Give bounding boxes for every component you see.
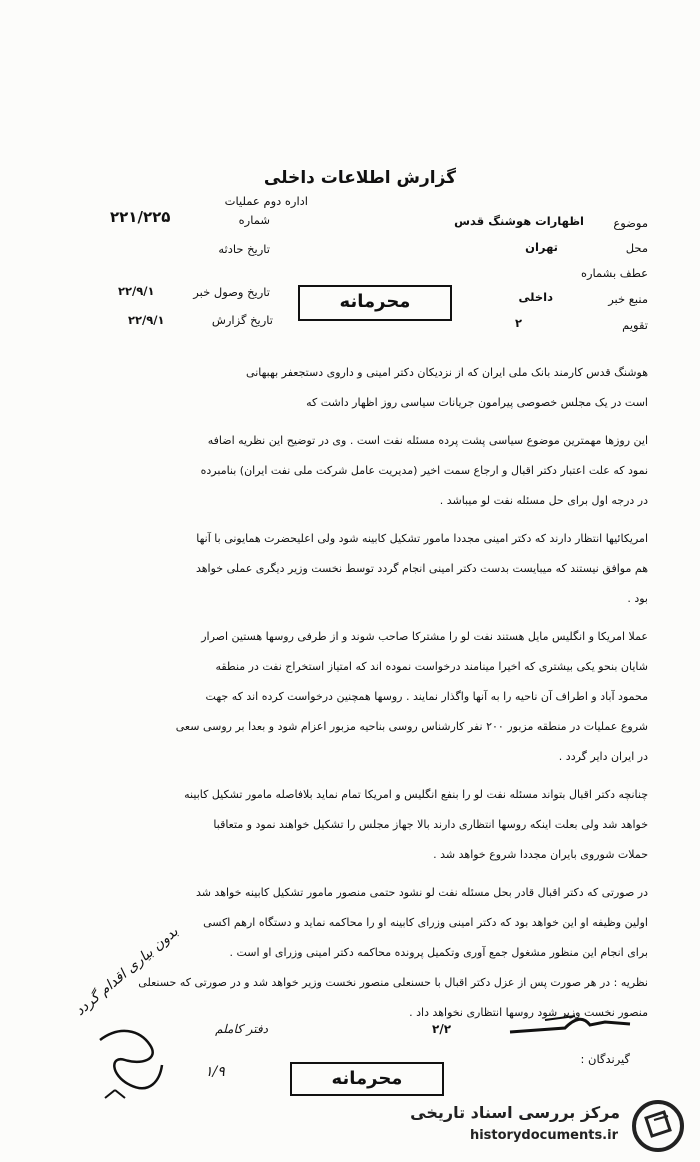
handwritten-signature-right — [505, 1010, 635, 1040]
watermark-url: historydocuments.ir — [469, 1128, 618, 1143]
report-date-value: ۲۲/۹/۱ — [128, 313, 165, 327]
body-line: خواهد شد ولی بعلت اینکه روسها انتظاری دارند بالا جهاز مجلس را تشکیل خواهند نمود و متعاقبا — [213, 818, 648, 831]
body-line: در درجه اول برای حل مسئله نفت لو میباشد . — [439, 494, 648, 507]
body-line: محمود آباد و اطراف آن ناحیه را به آنها واگذار نمایند . روسها همچنین درخواست کرده اند که جهت — [205, 690, 648, 703]
body-line: شایان بنحو یکی بیشتری که اخیرا مینامند درخواست نموده اند که امتیاز استخراج نفت در منطقه — [215, 660, 648, 673]
body-line: نظریه : در هر صورت پس از عزل دکتر اقبال با حسنعلی منصور نخست وزیر خواهد شد و در صورتی که حسنعلی — [138, 976, 648, 989]
body-line: نمود که علت اعتبار دکتر اقبال و ارجاع سمت اخیر (مدیریت عامل شرکت ملی نفت ایران) بنامبرده — [200, 464, 648, 477]
arrival-date-value: ۲۲/۹/۱ — [118, 284, 155, 298]
body-line: اولین وظیفه او این خواهد بود که دکتر امینی وزرای کابینه او را محاکمه نماید و دستگاه ارهم اکسی — [203, 916, 648, 929]
body-line: عملا امریکا و انگلیس مایل هستند نفت لو را مشترکا صاحب شوند و از طرفی روسها هستین اصرار — [201, 630, 648, 643]
rating-value: ۲ — [515, 316, 523, 330]
body-line: شروع عملیات در منطقه مزبور ۲۰۰ نفر کارشناس روسی بناحیه مزبور اعزام شود و بعدا بر روسی سعی — [175, 720, 648, 733]
classification-stamp: محرمانه — [298, 285, 452, 321]
body-line: هم موافق نیستند که میبایست بدست دکتر امینی انجام گردد توسط نخست وزیر دیگری عملی خواهد — [195, 562, 648, 575]
archive-logo-icon — [630, 1098, 686, 1154]
subject-value: اظهارات هوشنگ قدس — [454, 214, 584, 228]
body-line: در صورتی که دکتر اقبال قادر بحل مسئله نفت لو نشود حتمی منصور مامور تشکیل کابینه خواهد شد — [195, 886, 648, 899]
subject-label: موضوع — [613, 216, 648, 230]
body-line: هوشنگ قدس کارمند بانک ملی ایران که از نزدیکان دکتر امینی و داروی دستجعفر بهبهانی — [246, 366, 648, 379]
registration-note: دفتر کاملم — [215, 1022, 268, 1036]
arrival-date-label: تاریخ وصول خبر — [193, 285, 270, 299]
bottom-classification-stamp: محرمانه — [290, 1062, 444, 1096]
watermark-name: مرکز بررسی اسناد تاریخی — [410, 1103, 620, 1122]
department-label: اداره دوم عملیات — [224, 194, 308, 208]
date-mark: ۱/۹ — [205, 1064, 225, 1080]
body-line: این روزها مهمترین موضوع سیاسی پشت پرده مسئله نفت است . وی در توضیح این نظریه اضافه — [207, 434, 648, 447]
body-line: چنانچه دکتر اقبال بتواند مسئله نفت لو را بنفع انگلیس و امریکا تمام نماید بلافاصله مامور تشکیل کابینه — [184, 788, 648, 801]
handwritten-note: بدون بیاری اقدام گردد — [72, 923, 182, 1020]
place-value: تهران — [525, 240, 558, 254]
body-line: است در یک مجلس خصوصی پیرامون جریانات سیاسی روز اظهار داشت که — [306, 396, 648, 409]
body-line: برای انجام این منظور مشغول جمع آوری وتکمیل پرونده محاکمه دکتر امینی وزرای او است . — [229, 946, 648, 959]
report-date-label: تاریخ گزارش — [211, 313, 273, 327]
number-label: شماره — [238, 213, 270, 227]
body-line: منصور نخست وزیر شود روسها انتظاری نخواهد داد . — [409, 1006, 648, 1019]
source-value: داخلی — [518, 290, 553, 304]
body-line: بود . — [627, 592, 648, 605]
event-date-label: تاریخ حادثه — [218, 242, 270, 256]
handwritten-signature-left — [90, 1020, 170, 1100]
body-line: در ایران دایر گردد . — [558, 750, 648, 763]
recipients-label: گیرندگان : — [580, 1052, 630, 1066]
number-value: ۲۲۱/۲۲۵ — [110, 208, 171, 226]
report-body — [78, 358, 648, 1028]
place-label: محل — [625, 241, 648, 255]
source-label: منبع خبر — [608, 292, 648, 306]
body-line: حملات شوروی بایران مجددا شروع خواهد شد . — [433, 848, 648, 861]
reference-label: عطف بشماره — [580, 266, 648, 280]
page-mark: ۲/۲ — [432, 1022, 452, 1036]
body-line: امریکائیها انتظار دارند که دکتر امینی مجددا مامور تشکیل کابینه شود ولی اعلیحضرت همایونی با آنها — [196, 532, 648, 545]
rating-label: تقویم — [622, 318, 648, 332]
report-title: گزارش اطلاعات داخلی — [263, 168, 457, 188]
